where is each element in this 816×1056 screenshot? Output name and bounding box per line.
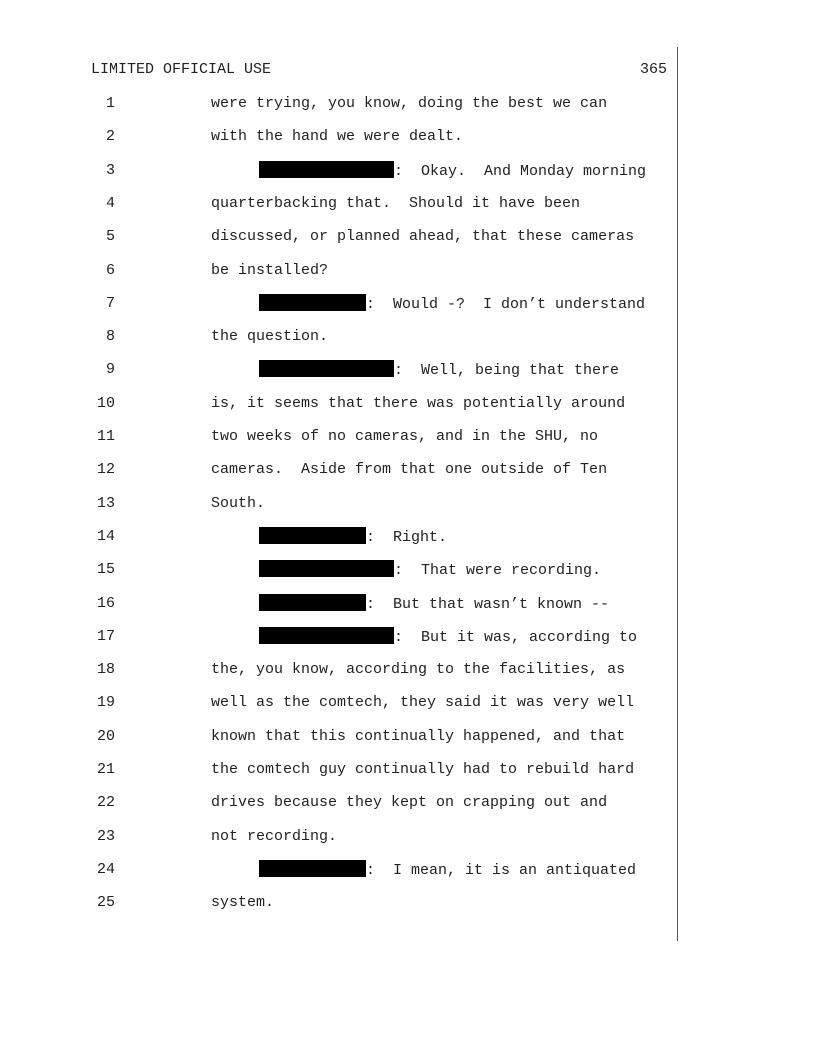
line-text bbox=[211, 893, 274, 913]
line-number: 17 bbox=[96, 627, 115, 645]
transcript-line bbox=[0, 194, 816, 214]
line-text: : But it was, according to bbox=[394, 628, 638, 646]
line-text: discussed, or planned ahead, that these cameras bbox=[211, 228, 635, 246]
page-number: 365 bbox=[639, 61, 667, 78]
line-text: : Okay. And Monday morning bbox=[394, 162, 647, 180]
line-text bbox=[211, 494, 265, 514]
line-text: be installed? bbox=[211, 261, 329, 279]
line-number: 14 bbox=[96, 527, 115, 545]
redacted-speaker-name bbox=[259, 594, 366, 611]
line-number: 1 bbox=[105, 95, 115, 112]
line-text bbox=[211, 427, 598, 447]
line-number: 3 bbox=[105, 161, 115, 179]
speaker-turn bbox=[259, 860, 636, 881]
line-number: 6 bbox=[105, 261, 115, 279]
redacted-speaker-name bbox=[259, 627, 394, 644]
classification-marking: LIMITED OFFICIAL USE bbox=[91, 61, 272, 78]
line-text: two weeks of no cameras, and in the SHU, no bbox=[211, 428, 599, 445]
transcript-line bbox=[0, 627, 816, 647]
speaker-turn bbox=[259, 627, 637, 648]
line-text: is, it seems that there was potentially around bbox=[211, 394, 626, 412]
transcript-line bbox=[0, 727, 816, 747]
transcript-line bbox=[0, 327, 816, 347]
redacted-speaker-name bbox=[259, 860, 366, 877]
speaker-turn bbox=[259, 527, 447, 548]
transcript-line bbox=[0, 860, 816, 880]
transcript-line bbox=[0, 460, 816, 480]
transcript-line bbox=[0, 360, 816, 380]
transcript-line bbox=[0, 494, 816, 514]
redacted-speaker-name bbox=[259, 527, 366, 544]
line-text: well as the comtech, they said it was very well bbox=[211, 694, 635, 712]
transcript-line bbox=[0, 693, 816, 713]
line-text bbox=[211, 760, 634, 780]
line-text bbox=[211, 660, 625, 680]
line-number: 5 bbox=[105, 228, 115, 246]
line-text bbox=[211, 194, 580, 214]
speaker-turn bbox=[259, 594, 609, 615]
line-text bbox=[211, 460, 607, 480]
line-number: 19 bbox=[96, 694, 115, 712]
speaker-turn bbox=[259, 294, 645, 315]
transcript-line bbox=[0, 793, 816, 813]
line-number: 7 bbox=[105, 294, 115, 312]
line-text: with the hand we were dealt. bbox=[211, 128, 464, 146]
transcript-line bbox=[0, 227, 816, 247]
line-text: the, you know, according to the facilities, as bbox=[211, 661, 626, 679]
line-number: 2 bbox=[105, 128, 115, 146]
line-text bbox=[211, 394, 625, 414]
line-text: : But that wasn’t known -- bbox=[366, 595, 610, 613]
line-text bbox=[211, 827, 337, 847]
redacted-speaker-name bbox=[259, 560, 394, 577]
line-number: 8 bbox=[105, 328, 115, 346]
transcript-line bbox=[0, 893, 816, 913]
line-text: South. bbox=[211, 494, 266, 512]
line-text: system. bbox=[211, 894, 275, 912]
line-text: the comtech guy continually had to rebuild hard bbox=[211, 761, 635, 778]
line-text bbox=[211, 127, 463, 147]
speaker-turn bbox=[259, 161, 646, 182]
transcript-line bbox=[0, 760, 816, 780]
line-text: not recording. bbox=[211, 827, 338, 845]
line-text: cameras. Aside from that one outside of Ten bbox=[211, 461, 608, 479]
line-text: were trying, you know, doing the best we can bbox=[211, 95, 608, 112]
line-text bbox=[211, 727, 625, 747]
line-text: known that this continually happened, and that bbox=[211, 727, 626, 745]
line-text bbox=[211, 693, 634, 713]
line-text: quarterbacking that. Should it have been bbox=[211, 194, 581, 212]
line-number: 12 bbox=[96, 461, 115, 479]
line-text: drives because they kept on crapping out and bbox=[211, 794, 608, 812]
transcript-line bbox=[0, 127, 816, 147]
line-text: : Right. bbox=[366, 528, 448, 546]
transcript-line bbox=[0, 161, 816, 181]
redacted-speaker-name bbox=[259, 294, 366, 311]
line-text bbox=[211, 793, 607, 813]
line-number: 21 bbox=[96, 761, 115, 778]
transcript-line bbox=[0, 94, 816, 114]
line-number: 25 bbox=[96, 894, 115, 912]
redacted-speaker-name bbox=[259, 360, 394, 377]
transcript-line bbox=[0, 560, 816, 580]
line-text: : Well, being that there bbox=[394, 362, 620, 380]
line-text: : Would -? I don’t understand bbox=[366, 295, 646, 313]
line-number: 22 bbox=[96, 794, 115, 812]
line-number: 24 bbox=[96, 860, 115, 878]
line-text: the question. bbox=[211, 328, 329, 346]
line-number: 10 bbox=[96, 394, 115, 412]
line-number: 16 bbox=[96, 594, 115, 612]
transcript-line bbox=[0, 294, 816, 314]
line-text bbox=[211, 94, 607, 114]
speaker-turn bbox=[259, 560, 601, 581]
line-number: 11 bbox=[96, 428, 115, 445]
transcript-line bbox=[0, 527, 816, 547]
line-text bbox=[211, 227, 634, 247]
transcript-line bbox=[0, 394, 816, 414]
line-number: 18 bbox=[96, 661, 115, 679]
line-number: 15 bbox=[96, 561, 115, 579]
transcript-line bbox=[0, 660, 816, 680]
line-number: 13 bbox=[96, 494, 115, 512]
line-number: 4 bbox=[105, 194, 115, 212]
speaker-turn bbox=[259, 360, 619, 381]
transcript-line bbox=[0, 261, 816, 281]
line-number: 9 bbox=[105, 361, 115, 379]
line-text bbox=[211, 327, 328, 347]
transcript-line bbox=[0, 594, 816, 614]
transcript-line bbox=[0, 427, 816, 447]
line-text bbox=[211, 261, 328, 281]
redacted-speaker-name bbox=[259, 161, 394, 178]
transcript-line bbox=[0, 827, 816, 847]
line-text: : That were recording. bbox=[394, 562, 602, 580]
line-number: 23 bbox=[96, 827, 115, 845]
line-text: : I mean, it is an antiquated bbox=[366, 861, 637, 879]
line-number: 20 bbox=[96, 727, 115, 745]
